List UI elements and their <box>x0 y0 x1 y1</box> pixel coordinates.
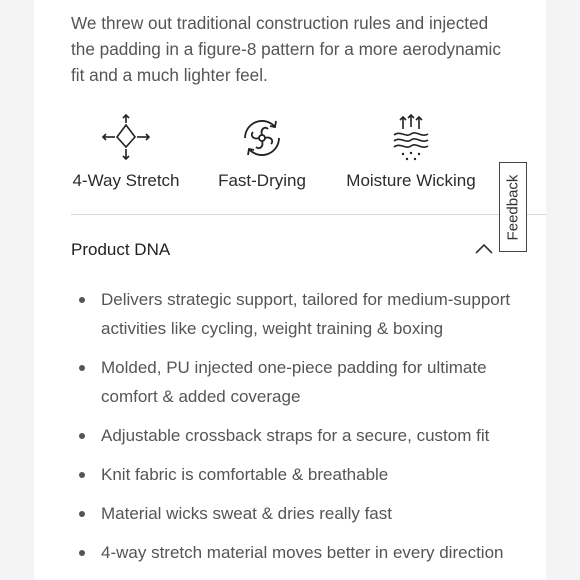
chevron-up-icon[interactable] <box>475 242 493 254</box>
feature-label: 4-Way Stretch <box>72 171 180 190</box>
feature-fast-drying <box>217 113 307 191</box>
feedback-button[interactable] <box>499 162 527 252</box>
product-dna-accordion-header[interactable] <box>71 236 491 266</box>
list-item <box>71 538 521 567</box>
bullet-text: Material wicks sweat & dries really fast <box>101 504 392 523</box>
bullet-text: Knit fabric is comfortable & breathable <box>101 465 389 484</box>
feature-label: Moisture Wicking <box>346 171 476 190</box>
bullet-dot <box>79 550 85 556</box>
list-item <box>71 499 521 528</box>
list-item <box>71 285 521 343</box>
frame-left-margin <box>0 0 34 580</box>
bullet-dot <box>79 297 85 303</box>
bullet-text: Molded, PU injected one-piece padding for ultimate comfort & added coverage <box>101 358 487 406</box>
bullet-text: Delivers strategic support, tailored for medium-support activities like cycling, weight training & boxing <box>101 290 511 338</box>
bullet-dot <box>79 433 85 439</box>
product-detail-panel <box>34 0 546 580</box>
feature-label: Fast-Drying <box>218 171 306 190</box>
feature-moisture-wicking <box>346 113 476 191</box>
bullet-dot <box>79 511 85 517</box>
feedback-label: Feedback <box>504 174 522 240</box>
feature-icons-row <box>71 113 491 203</box>
list-item <box>71 460 521 489</box>
bullet-dot <box>79 472 85 478</box>
bullet-text: 4-way stretch material moves better in every direction <box>101 543 504 562</box>
bullet-dot <box>79 365 85 371</box>
bullet-text: Adjustable crossback straps for a secure, custom fit <box>101 426 490 445</box>
fast-drying-icon <box>237 113 287 163</box>
feature-four-way-stretch <box>71 113 181 191</box>
intro-paragraph: We threw out traditional construction rules and injected the padding in a figure-8 pattern for a more aerodynamic fit and a much lighter feel. <box>71 13 501 85</box>
list-item <box>71 421 521 450</box>
four-way-stretch-icon <box>99 113 153 163</box>
list-item <box>71 353 521 411</box>
product-dna-title: Product DNA <box>71 240 171 259</box>
section-divider <box>71 214 546 215</box>
frame-right-margin <box>546 0 580 580</box>
product-dna-bullet-list <box>71 285 521 567</box>
moisture-wicking-icon <box>386 113 436 163</box>
